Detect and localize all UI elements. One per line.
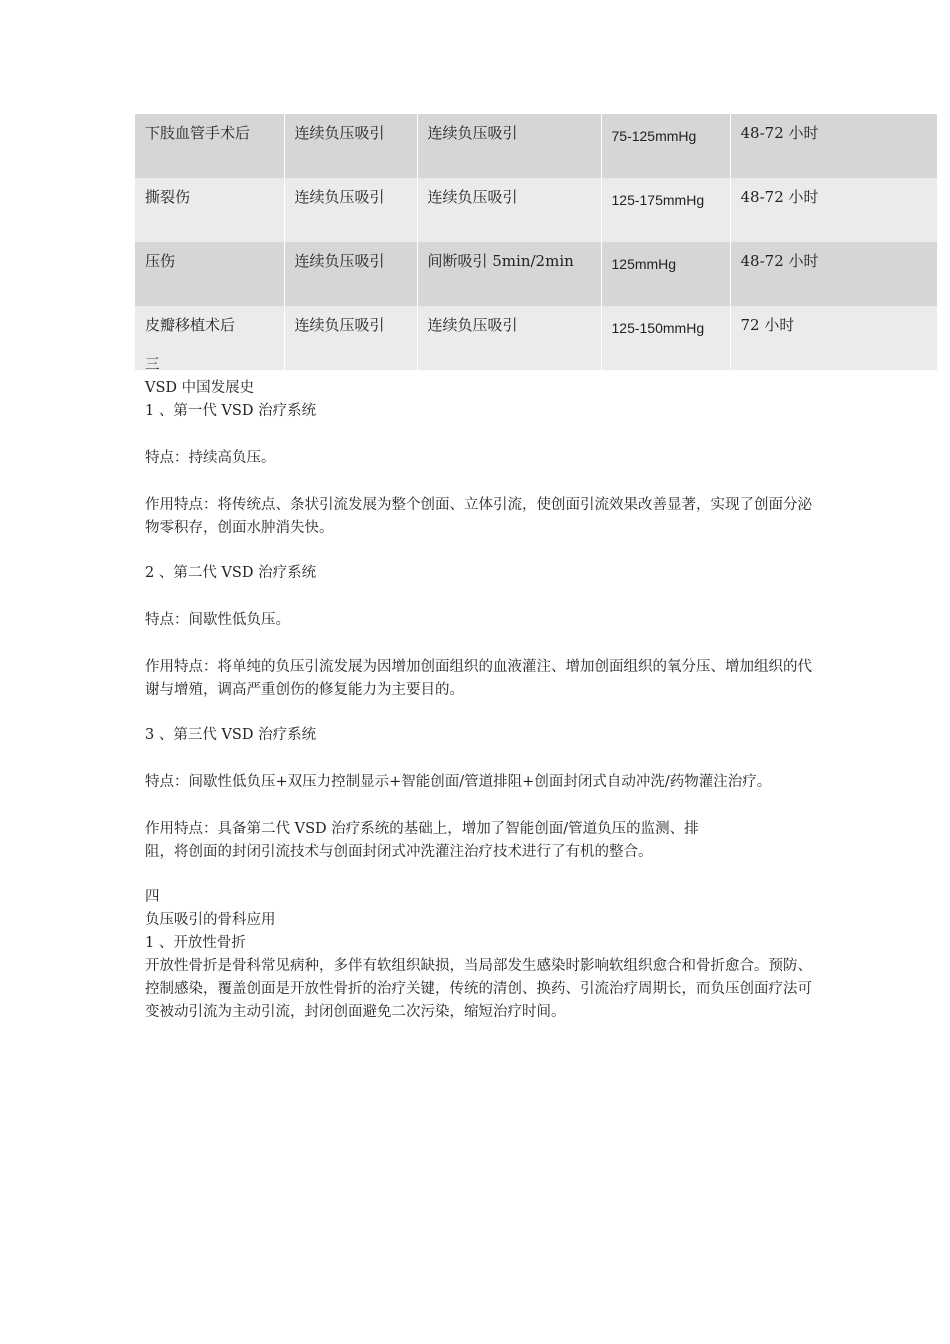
negative-pressure-table xyxy=(135,114,938,370)
table-cell: 皮瓣移植术后 xyxy=(135,306,284,370)
section-number: 三 xyxy=(145,357,160,373)
table-cell: 72 小时 xyxy=(730,306,937,370)
table-cell: 连续负压吸引 xyxy=(284,114,417,178)
paragraph: 作用特点：将单纯的负压引流发展为因增加创面组织的血液灌注、增加创面组织的氧分压、增加组织的代谢与增殖，调高严重创伤的修复能力为主要目的。 xyxy=(145,659,812,698)
section-title: VSD 中国发展史 xyxy=(145,380,255,396)
table-cell: 间断吸引 5min/2min xyxy=(417,242,601,306)
table-cell: 连续负压吸引 xyxy=(417,114,601,178)
table-cell: 125-150mmHg xyxy=(601,306,730,370)
table-cell: 连续负压吸引 xyxy=(284,178,417,242)
paragraph-line: 阻，将创面的封闭引流技术与创面封闭式冲洗灌注治疗技术进行了有机的整合。 xyxy=(145,844,653,860)
paragraph: 特点：间歇性低负压+双压力控制显示+智能创面/管道排阻+创面封闭式自动冲洗/药物灌注治疗。 xyxy=(145,774,772,790)
table-cell: 连续负压吸引 xyxy=(284,306,417,370)
table-row xyxy=(135,114,937,178)
subsection-title: 1 、第一代 VSD 治疗系统 xyxy=(145,403,317,419)
paragraph: 特点：持续高负压。 xyxy=(145,450,276,466)
table-cell: 125mmHg xyxy=(601,242,730,306)
paragraph: 特点：间歇性低负压。 xyxy=(145,612,290,628)
section-title: 负压吸引的骨科应用 xyxy=(145,912,276,928)
table-cell: 48-72 小时 xyxy=(730,242,937,306)
document-body xyxy=(145,354,815,1024)
table-row xyxy=(135,242,937,306)
table-cell: 48-72 小时 xyxy=(730,178,937,242)
table-cell: 下肢血管手术后 xyxy=(135,114,284,178)
subsection-title: 1 、开放性骨折 xyxy=(145,935,246,951)
table-cell: 连续负压吸引 xyxy=(417,178,601,242)
table-cell: 撕裂伤 xyxy=(135,178,284,242)
table-cell: 压伤 xyxy=(135,242,284,306)
table-row xyxy=(135,178,937,242)
paragraph: 开放性骨折是骨科常见病种，多伴有软组织缺损，当局部发生感染时影响软组织愈合和骨折愈合。预防、控制感染，覆盖创面是开放性骨折的治疗关键，传统的清创、换药、引流治疗周期长，而负压创面疗法可变被动引流为主动引流，封闭创面避免二次污染，缩短治疗时间。 xyxy=(145,958,812,1020)
subsection-title: 3 、第三代 VSD 治疗系统 xyxy=(145,727,317,743)
table-cell: 连续负压吸引 xyxy=(284,242,417,306)
table-cell: 48-72 小时 xyxy=(730,114,937,178)
paragraph: 作用特点：将传统点、条状引流发展为整个创面、立体引流，使创面引流效果改善显著，实现了创面分泌物零积存，创面水肿消失快。 xyxy=(145,497,812,536)
table-cell: 连续负压吸引 xyxy=(417,306,601,370)
table-cell: 75-125mmHg xyxy=(601,114,730,178)
table-cell: 125-175mmHg xyxy=(601,178,730,242)
section-number: 四 xyxy=(145,889,160,905)
subsection-title: 2 、第二代 VSD 治疗系统 xyxy=(145,565,317,581)
paragraph-line: 作用特点：具备第二代 VSD 治疗系统的基础上，增加了智能创面/管道负压的监测、排 xyxy=(145,821,699,837)
